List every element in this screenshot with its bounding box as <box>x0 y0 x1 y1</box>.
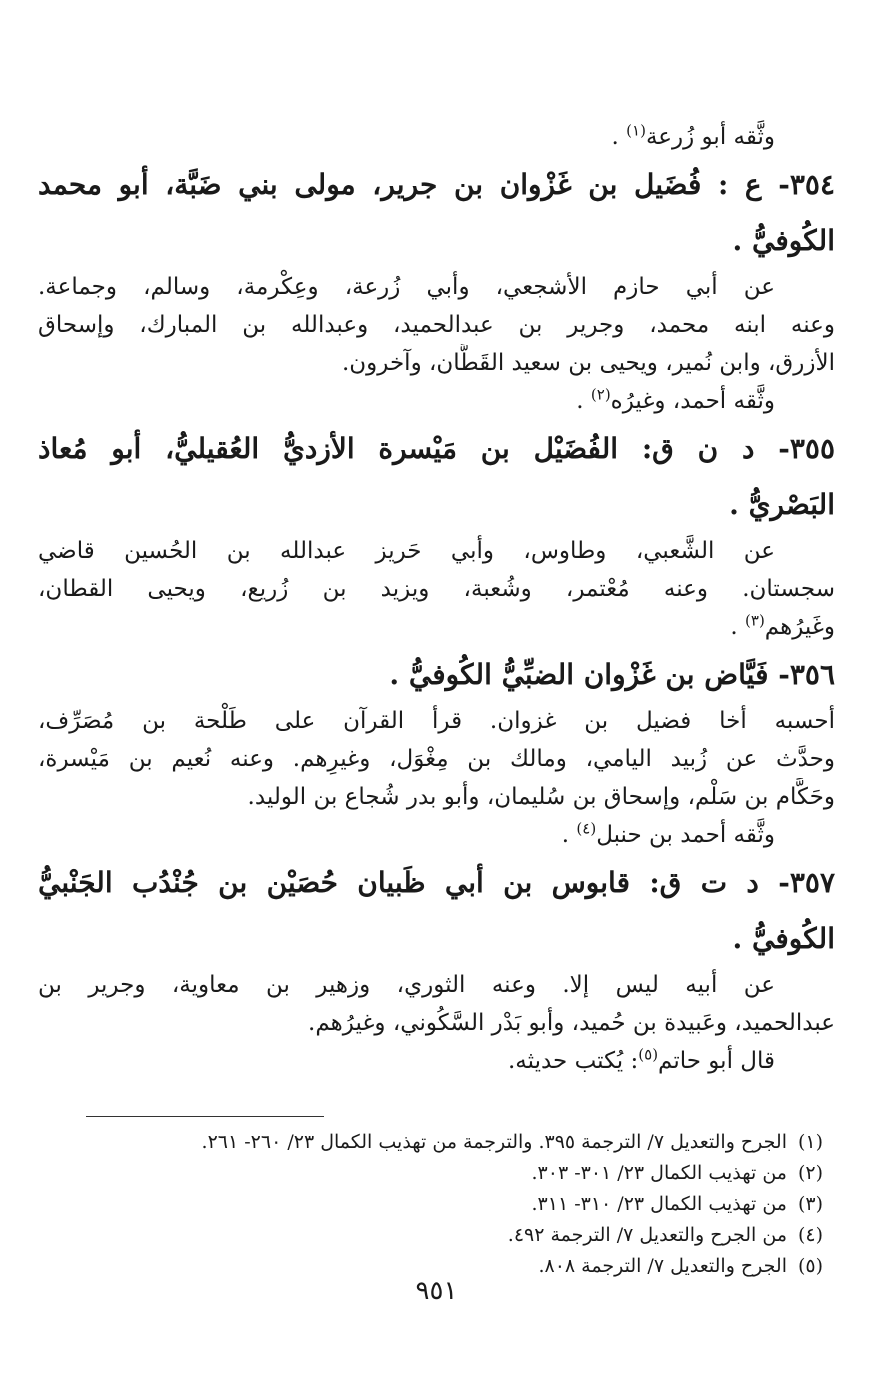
line-tail: . <box>730 614 746 640</box>
line-text: وحَكَّام بن سَلْم، وإسحاق بن سُليمان، وأبو بدر شُجاع بن الوليد. <box>247 784 835 810</box>
footnote-text: من الجرح والتعديل ٧/ الترجمة ٤٩٢. <box>507 1224 787 1246</box>
body-text <box>38 118 835 1080</box>
line-text: الكُوفيُّ . <box>732 224 835 257</box>
entry-heading <box>38 856 835 910</box>
line-text: وغَيرُهم <box>764 614 835 640</box>
footnote-ref[interactable]: (٣) <box>745 611 765 630</box>
entry-heading <box>38 422 835 476</box>
footnote-separator-wrap <box>38 1080 835 1117</box>
entry-heading <box>38 912 835 966</box>
text-line <box>38 118 835 156</box>
footnote-text: من تهذيب الكمال ٢٣/ ٣٠١- ٣٠٣. <box>531 1162 787 1184</box>
footnote-number: (٤) <box>797 1224 823 1246</box>
line-tail: . <box>611 124 627 150</box>
footnote-ref[interactable]: (٤) <box>576 819 597 838</box>
entry-heading <box>38 214 835 268</box>
line-text: عبدالحميد، وعَبيدة بن حُميد، وأبو بَدْر السَّكُوني، وغيرُهم. <box>308 1010 835 1036</box>
line-tail: . <box>561 822 577 848</box>
text-line <box>38 306 835 344</box>
text-line <box>38 740 835 778</box>
footnote-number: (٢) <box>797 1162 823 1184</box>
line-text: سجستان. وعنه مُعْتمر، وشُعبة، ويزيد بن زُريع، ويحيى القطان، <box>38 576 835 602</box>
line-text: عن الشَّعبي، وطاوس، وأبي حَريز عبدالله بن الحُسين قاضي <box>38 538 775 564</box>
line-text: ٣٥٦- فَيَّاض بن غَزْوان الضبِّيُّ الكُوفيُّ . <box>389 658 835 691</box>
line-text: عن أبي حازم الأشجعي، وأبي زُرعة، وعِكْرمة، وسالم، وجماعة. <box>38 274 775 300</box>
line-tail: : يُكتب حديثه. <box>507 1048 639 1074</box>
footnote-ref[interactable]: (٥) <box>638 1045 659 1064</box>
footnote-ref[interactable]: (١) <box>626 121 646 140</box>
entry-heading <box>38 478 835 532</box>
line-text: ٣٥٧- د ت ق: قابوس بن أبي ظَبيان حُصَيْن بن جُنْدُب الجَنْبيُّ <box>38 866 835 899</box>
footnote-number: (١) <box>797 1131 823 1153</box>
text-line <box>38 1042 835 1080</box>
text-line <box>38 268 835 306</box>
footnote <box>38 1189 823 1220</box>
line-text: أحسبه أخا فضيل بن غزوان. قرأ القرآن على طَلْحة بن مُصَرِّف، <box>38 708 835 734</box>
footnote-separator <box>86 1116 324 1117</box>
footnote-text: الجرح والتعديل ٧/ الترجمة ٨٠٨. <box>538 1255 787 1277</box>
text-line <box>38 382 835 420</box>
footnotes <box>38 1127 835 1282</box>
footnote-text: من تهذيب الكمال ٢٣/ ٣١٠- ٣١١. <box>531 1193 787 1215</box>
footnote <box>38 1220 823 1251</box>
line-text: وعنه ابنه محمد، وجرير بن عبدالحميد، وعبدالله بن المبارك، وإسحاق <box>38 312 835 338</box>
line-text: وثَّقه أحمد بن حنبل <box>596 822 775 848</box>
text-line <box>38 702 835 740</box>
footnote <box>38 1127 823 1158</box>
footnote-number: (٣) <box>797 1193 823 1215</box>
line-text: البَصْريُّ . <box>729 488 835 521</box>
line-text: الكُوفيُّ . <box>732 922 835 955</box>
text-line <box>38 816 835 854</box>
page-number: ٩٥١ <box>415 1276 458 1306</box>
footnote-text: الجرح والتعديل ٧/ الترجمة ٣٩٥. والترجمة من تهذيب الكمال ٢٣/ ٢٦٠- ٢٦١. <box>201 1131 787 1153</box>
line-text: ٣٥٥- د ن ق: الفُضَيْل بن مَيْسرة الأزديُّ العُقيليُّ، أبو مُعاذ <box>38 432 835 465</box>
line-text: وحدَّث عن زُبيد اليامي، ومالك بن مِغْوَل، وغيرِهم. وعنه نُعيم بن مَيْسرة، <box>38 746 835 772</box>
text-line <box>38 778 835 816</box>
text-line <box>38 532 835 570</box>
line-text: الأزرق، وابن نُمير، ويحيى بن سعيد القَطَّان، وآخرون. <box>341 350 835 376</box>
footnote-number: (٥) <box>797 1255 823 1277</box>
footnote-ref[interactable]: (٢) <box>590 385 611 404</box>
line-text: ٣٥٤- ع : فُضَيل بن غَزْوان بن جرير، مولى بني ضَبَّة، أبو محمد <box>38 168 835 201</box>
text-line <box>38 344 835 382</box>
text-line <box>38 966 835 1004</box>
line-text: وثَّقه أبو زُرعة <box>645 124 775 150</box>
entry-heading <box>38 158 835 212</box>
line-text: قال أبو حاتم <box>658 1048 775 1074</box>
text-line <box>38 570 835 608</box>
text-line <box>38 1004 835 1042</box>
entry-heading <box>38 648 835 702</box>
line-tail: . <box>576 388 591 414</box>
text-line <box>38 608 835 646</box>
line-text: عن أبيه ليس إلا. وعنه الثوري، وزهير بن معاوية، وجرير بن <box>38 972 775 998</box>
line-text: وثَّقه أحمد، وغيرُه <box>610 388 775 414</box>
footnote <box>38 1158 823 1189</box>
